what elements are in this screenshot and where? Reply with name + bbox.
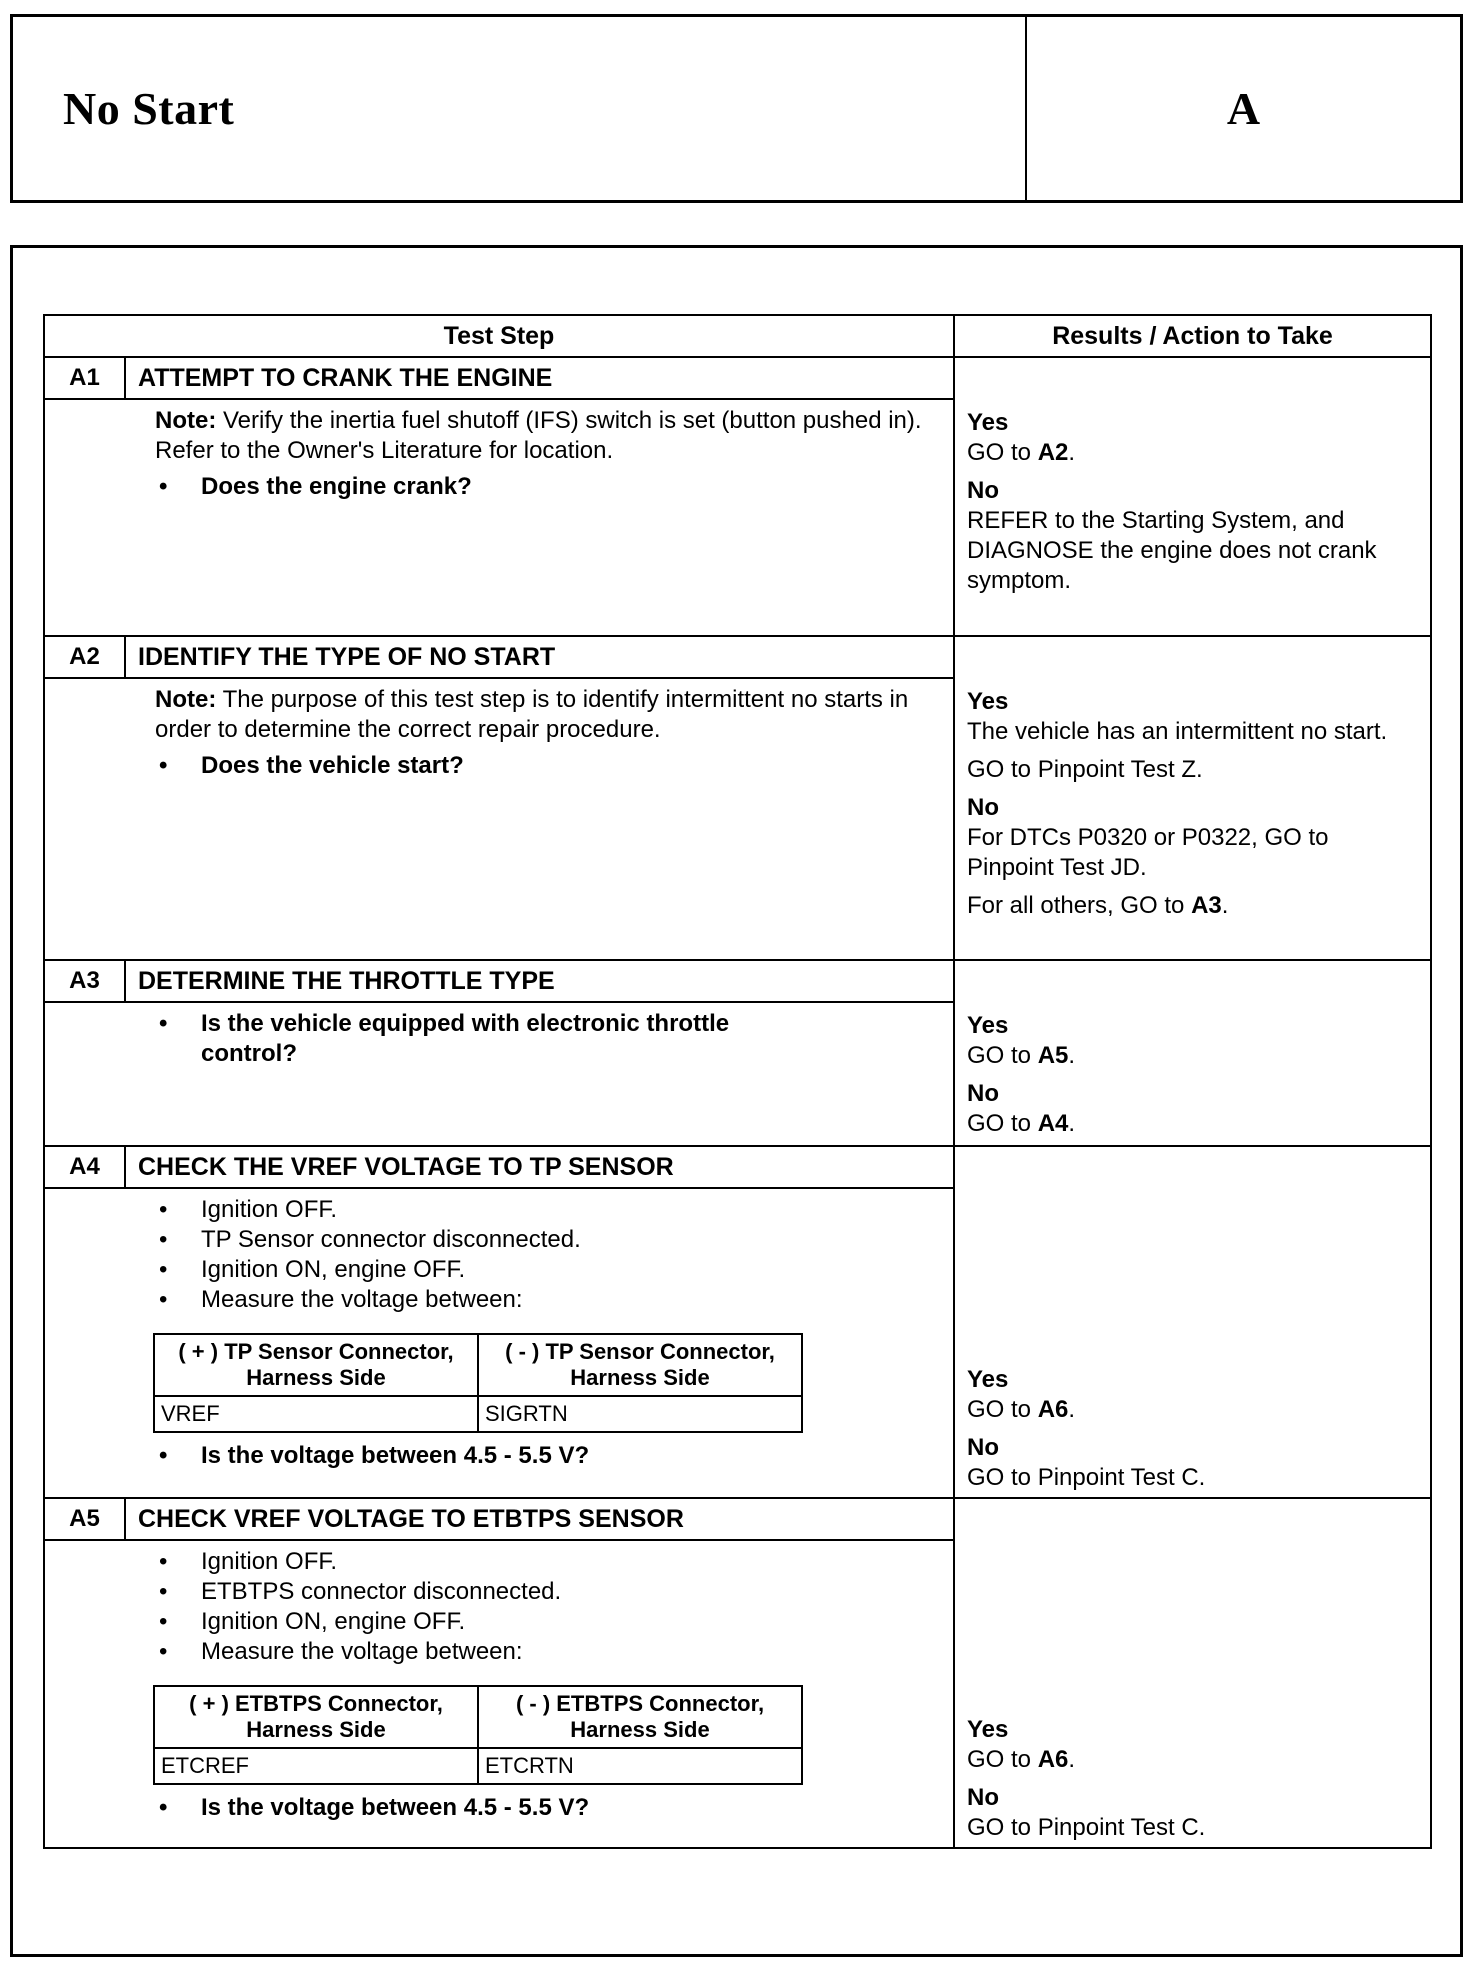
connector-header-row	[154, 1686, 802, 1748]
no-action	[967, 1109, 1418, 1139]
bullet-icon: •	[159, 1286, 168, 1313]
bullet-item	[155, 1225, 941, 1255]
bullet-icon: •	[159, 1010, 168, 1037]
step-link[interactable]: A3	[1191, 892, 1222, 919]
question-text: Does the engine crank?	[201, 473, 472, 500]
yes-label: Yes	[967, 1716, 1009, 1743]
step-header	[45, 1499, 953, 1541]
bullet-text: Ignition OFF.	[201, 1548, 338, 1575]
bullet-item	[155, 1547, 941, 1577]
result-cell	[954, 357, 1431, 636]
result-cell	[954, 636, 1431, 960]
connector-table	[153, 1685, 803, 1785]
yes-text: GO to	[967, 1396, 1038, 1423]
page-title: No Start	[63, 83, 235, 134]
yes-action: The vehicle has an intermittent no start.	[967, 718, 1388, 745]
step-row-a5	[44, 1498, 1431, 1848]
connector-value-negative: SIGRTN	[478, 1396, 802, 1432]
step-link[interactable]: A5	[1037, 1042, 1069, 1069]
question-text: Is the voltage between 4.5 - 5.5 V?	[201, 1794, 590, 1821]
bullet-text: Measure the voltage between:	[201, 1286, 523, 1313]
step-question	[155, 472, 941, 502]
result-content	[955, 1715, 1430, 1847]
yes-label: Yes	[967, 1366, 1009, 1393]
step-link[interactable]: A6	[1037, 1746, 1069, 1773]
yes-action	[967, 1745, 1418, 1775]
step-question	[155, 1441, 941, 1471]
step-header	[45, 358, 953, 400]
column-header-test-step: Test Step	[44, 315, 954, 357]
step-header	[45, 637, 953, 679]
connector-value-positive: ETCREF	[154, 1748, 478, 1784]
punct: .	[1221, 892, 1229, 919]
test-step-table	[43, 314, 1432, 1849]
yes-label: Yes	[967, 1012, 1009, 1039]
bullet-icon: •	[159, 1256, 168, 1283]
step-link[interactable]: A2	[1037, 439, 1069, 466]
no-action[interactable]: For DTCs P0320 or P0322, GO to Pinpoint Test JD.	[967, 824, 1329, 881]
step-cell	[44, 1498, 954, 1848]
step-id: A5	[45, 1499, 126, 1539]
bullet-text: TP Sensor connector disconnected.	[201, 1226, 581, 1253]
title-box	[10, 14, 1463, 203]
bullet-item	[155, 1255, 941, 1285]
bullet-icon: •	[159, 1196, 168, 1223]
yes-text: GO to	[967, 439, 1038, 466]
no-label: No	[967, 1434, 999, 1461]
pinpoint-code: A	[1226, 83, 1261, 134]
step-id: A2	[45, 637, 126, 677]
step-body	[45, 400, 953, 512]
punct: .	[1068, 1746, 1076, 1773]
connector-header-positive: ( + ) ETBTPS Connector, Harness Side	[154, 1686, 478, 1748]
step-row-a3	[44, 960, 1431, 1146]
bullet-text: Ignition OFF.	[201, 1196, 338, 1223]
yes-text: GO to	[967, 1042, 1038, 1069]
no-label: No	[967, 477, 999, 504]
result-content	[955, 961, 1430, 1139]
step-bullets	[155, 1195, 941, 1315]
bullet-icon: •	[159, 1442, 168, 1469]
note-text: The purpose of this test step is to identify intermittent no starts in order to determine the correct repair procedure.	[155, 686, 909, 743]
connector-header-negative: ( - ) TP Sensor Connector, Harness Side	[478, 1334, 802, 1396]
step-title: IDENTIFY THE TYPE OF NO START	[138, 642, 556, 671]
connector-header-negative: ( - ) ETBTPS Connector, Harness Side	[478, 1686, 802, 1748]
note-label: Note:	[155, 686, 217, 713]
bullet-text: ETBTPS connector disconnected.	[201, 1578, 562, 1605]
connector-table	[153, 1333, 803, 1433]
connector-header-row	[154, 1334, 802, 1396]
connector-header-positive: ( + ) TP Sensor Connector, Harness Side	[154, 1334, 478, 1396]
yes-action	[967, 1395, 1418, 1425]
bullet-item	[155, 1195, 941, 1225]
result-cell	[954, 1146, 1431, 1498]
yes-text: GO to	[967, 1746, 1038, 1773]
step-body	[45, 679, 953, 791]
step-body	[45, 1003, 953, 1079]
result-content	[955, 358, 1430, 596]
step-body	[45, 1189, 953, 1481]
step-question	[155, 751, 941, 781]
no-action-2	[967, 891, 1418, 921]
bullet-text: Measure the voltage between:	[201, 1638, 523, 1665]
bullet-text: Ignition ON, engine OFF.	[201, 1256, 466, 1283]
step-cell	[44, 357, 954, 636]
step-body	[45, 1541, 953, 1833]
connector-value-row	[154, 1396, 802, 1432]
step-header	[45, 1147, 953, 1189]
question-text: Is the voltage between 4.5 - 5.5 V?	[201, 1442, 590, 1469]
no-text: For all others, GO to	[967, 892, 1192, 919]
no-text: GO to	[967, 1110, 1038, 1137]
step-cell	[44, 636, 954, 960]
note-label: Note:	[155, 407, 217, 434]
no-action[interactable]: GO to Pinpoint Test C.	[967, 1814, 1206, 1841]
question-text: Is the vehicle equipped with electronic throttle control?	[201, 1010, 730, 1067]
no-label: No	[967, 1784, 999, 1811]
yes-label: Yes	[967, 409, 1009, 436]
step-question	[155, 1009, 941, 1069]
connector-value-negative: ETCRTN	[478, 1748, 802, 1784]
column-header-results: Results / Action to Take	[954, 315, 1431, 357]
bullet-item	[155, 1637, 941, 1667]
step-row-a2	[44, 636, 1431, 960]
yes-label: Yes	[967, 688, 1009, 715]
step-header	[45, 961, 953, 1003]
bullet-icon: •	[159, 752, 168, 779]
step-link[interactable]: A6	[1037, 1396, 1069, 1423]
connector-value-positive: VREF	[154, 1396, 478, 1432]
no-label: No	[967, 1080, 999, 1107]
bullet-icon: •	[159, 1578, 168, 1605]
result-content	[955, 1365, 1430, 1497]
bullet-icon: •	[159, 1638, 168, 1665]
step-bullets	[155, 1547, 941, 1667]
bullet-icon: •	[159, 1548, 168, 1575]
bullet-item	[155, 1607, 941, 1637]
step-title: CHECK VREF VOLTAGE TO ETBTPS SENSOR	[138, 1504, 684, 1533]
step-id: A3	[45, 961, 126, 1001]
punct: .	[1068, 1110, 1076, 1137]
step-link[interactable]: A4	[1037, 1110, 1069, 1137]
pinpoint-test-panel	[10, 245, 1463, 1957]
step-title: CHECK THE VREF VOLTAGE TO TP SENSOR	[138, 1152, 674, 1181]
step-id: A4	[45, 1147, 126, 1187]
table-header-row	[44, 315, 1431, 357]
no-action: REFER to the Starting System, and DIAGNOSE the engine does not crank symptom.	[967, 507, 1377, 594]
bullet-icon: •	[159, 1794, 168, 1821]
step-cell	[44, 960, 954, 1146]
bullet-item	[155, 1285, 941, 1315]
step-title: ATTEMPT TO CRANK THE ENGINE	[138, 363, 553, 392]
code-cell	[1027, 17, 1460, 200]
step-title: DETERMINE THE THROTTLE TYPE	[138, 966, 555, 995]
question-text: Does the vehicle start?	[201, 752, 464, 779]
result-cell	[954, 960, 1431, 1146]
step-note	[155, 406, 941, 466]
bullet-icon: •	[159, 473, 168, 500]
yes-action-2[interactable]: GO to Pinpoint Test Z.	[967, 756, 1203, 783]
step-row-a4	[44, 1146, 1431, 1498]
step-note	[155, 685, 941, 745]
step-question	[155, 1793, 941, 1823]
punct: .	[1068, 1042, 1076, 1069]
punct: .	[1068, 439, 1076, 466]
bullet-icon: •	[159, 1226, 168, 1253]
step-id: A1	[45, 358, 126, 398]
result-cell	[954, 1498, 1431, 1848]
bullet-item	[155, 1577, 941, 1607]
note-text: Verify the inertia fuel shutoff (IFS) switch is set (button pushed in). Refer to the Owner's Literature for location.	[155, 407, 922, 464]
no-action[interactable]: GO to Pinpoint Test C.	[967, 1464, 1206, 1491]
title-cell	[13, 17, 1027, 200]
step-row-a1	[44, 357, 1431, 636]
step-cell	[44, 1146, 954, 1498]
yes-action	[967, 438, 1418, 468]
yes-action	[967, 1041, 1418, 1071]
bullet-text: Ignition ON, engine OFF.	[201, 1608, 466, 1635]
punct: .	[1068, 1396, 1076, 1423]
connector-value-row	[154, 1748, 802, 1784]
bullet-icon: •	[159, 1608, 168, 1635]
result-content	[955, 637, 1430, 921]
no-label: No	[967, 794, 999, 821]
